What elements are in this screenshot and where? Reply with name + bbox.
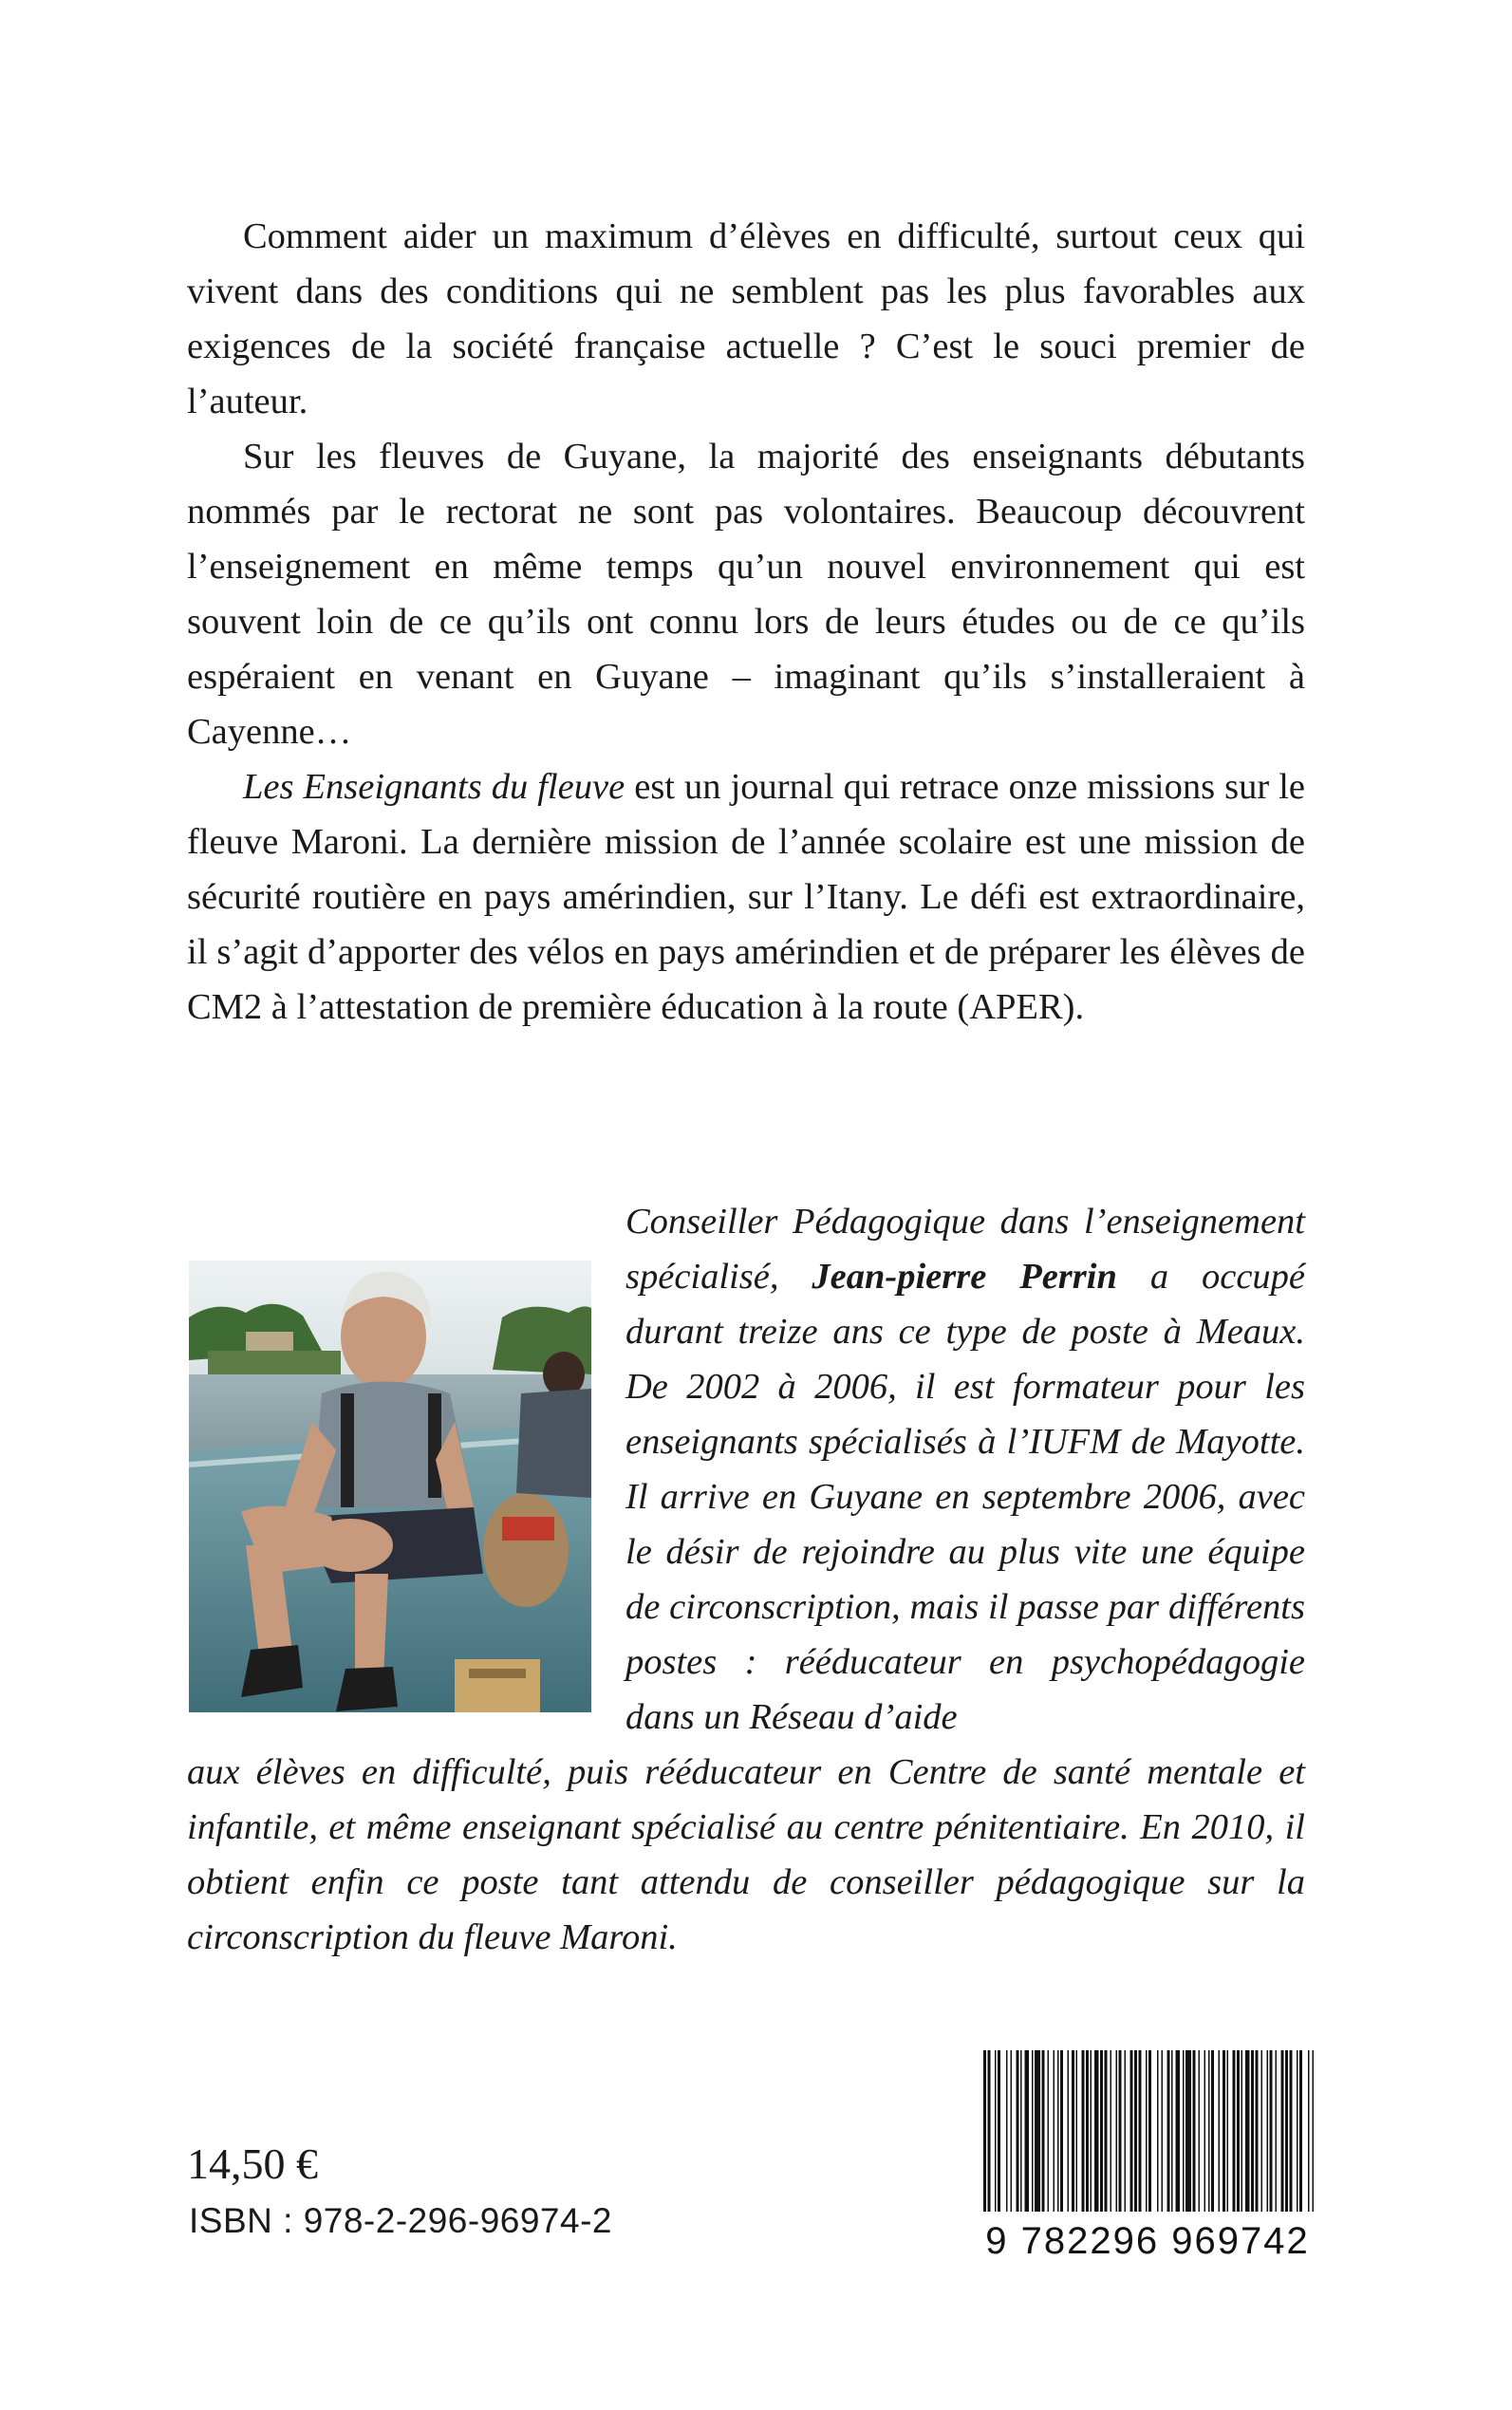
barcode-bar [1119, 2050, 1122, 2212]
barcode-bar [1072, 2050, 1074, 2212]
barcode-bar [1227, 2050, 1229, 2212]
barcode-bar [1006, 2050, 1008, 2212]
summary-paragraph-3 [187, 759, 1305, 1035]
barcode-bar [1313, 2050, 1315, 2212]
barcode-bar [1134, 2050, 1137, 2212]
barcode-bars [983, 2050, 1314, 2212]
barcode-bar [1185, 2050, 1191, 2212]
barcode-bar [1100, 2050, 1103, 2212]
barcode-bar [1094, 2050, 1099, 2212]
author-bio-part-2: aux élèves en difficulté, puis rééducateur en Centre de santé mentale et infantile, et même enseignant spécialisé au centre pénitentiaire. En 2010, il obtient enfin ce poste tant attendu de conseiller pédagogique sur la circonscription du fleuve Maroni. [187, 1752, 1305, 1957]
barcode-bar [1199, 2050, 1201, 2212]
barcode-bar [1020, 2050, 1022, 2212]
barcode-bar [988, 2050, 991, 2212]
barcode-bar [1011, 2050, 1013, 2212]
barcode-bar [1223, 2050, 1225, 2212]
barcode-bar [1299, 2050, 1302, 2212]
barcode-bar [1171, 2050, 1173, 2212]
barcode-bar [1068, 2050, 1070, 2212]
barcode-bar [1211, 2050, 1214, 2212]
author-bio-intro: Conseiller Pédagogique dans l’enseignement spécialisé, [625, 1202, 1305, 1297]
book-summary [187, 209, 1305, 1035]
author-name: Jean-pierre Perrin [812, 1257, 1117, 1297]
barcode-bar [1233, 2050, 1236, 2212]
barcode-bar [1261, 2050, 1263, 2212]
barcode-bar [1183, 2050, 1185, 2212]
barcode-bar [1086, 2050, 1089, 2212]
barcode-bar [1082, 2050, 1085, 2212]
barcode-bar [1281, 2050, 1284, 2212]
barcode-bar [1116, 2050, 1118, 2212]
barcode-bar [1091, 2050, 1092, 2212]
barcode-bar [998, 2050, 1000, 2212]
barcode-bar [1270, 2050, 1273, 2212]
isbn-barcode [980, 2050, 1316, 2261]
barcode-bar [1204, 2050, 1206, 2212]
barcode-bar [995, 2050, 997, 2212]
book-title: Les Enseignants du fleuve [243, 767, 625, 807]
barcode-bar [1241, 2050, 1243, 2212]
barcode-bar [1111, 2050, 1112, 2212]
barcode-bar [1162, 2050, 1164, 2212]
barcode-bar [1032, 2050, 1034, 2212]
barcode-bar [1042, 2050, 1045, 2212]
barcode-bar [1025, 2050, 1030, 2212]
barcode-bar [1290, 2050, 1293, 2212]
barcode-bar [1297, 2050, 1298, 2212]
author-photo [189, 1261, 591, 1712]
barcode-bar [1251, 2050, 1254, 2212]
barcode-bar [1076, 2050, 1078, 2212]
barcode-bar [983, 2050, 986, 2212]
barcode-digits: 9 782296 969742 [985, 2220, 1310, 2261]
isbn: ISBN : 978-2-296-96974-2 [189, 2201, 612, 2240]
barcode-bar [1060, 2050, 1063, 2212]
author-bio-top [625, 1194, 1305, 1745]
barcode-bar [1105, 2050, 1108, 2212]
barcode-bar [1057, 2050, 1059, 2212]
author-bio-paragraph-start [625, 1194, 1305, 1745]
barcode-bar [1176, 2050, 1181, 2212]
summary-paragraph-1: Comment aider un maximum d’élèves en difficulté, surtout ceux qui vivent dans des conditions qui ne semblent pas les plus favorables aux exigences de la société française actuelle ? C’est le souci premier de l’auteur. [187, 216, 1305, 421]
summary-paragraph-2: Sur les fleuves de Guyane, la majorité des enseignants débutants nommés par le rectorat ne sont pas volontaires. Beaucoup découvrent l’enseignement en même temps qu’un nouvel environnement qui est souvent loin de ce qu’ils ont connu lors de leurs études ou de ce qu’ils espéraient en venant en Guyane – imaginant qu’ils s’installeraient à Cayenne… [187, 437, 1305, 752]
barcode-bar [1267, 2050, 1269, 2212]
barcode-bar [1157, 2050, 1159, 2212]
barcode-bar [1148, 2050, 1151, 2212]
barcode-bar [1130, 2050, 1133, 2212]
barcode-bar [1308, 2050, 1310, 2212]
summary-paragraph-3-text: est un journal qui retrace onze missions sur le fleuve Maroni. La dernière mission de l’année scolaire est une mission de sécurité routière en pays amérindien, sur l’Itany. Le défi est extraordinaire, il s’agit d’apporter des vélos en pays amérindien et de préparer les élèves de CM2 à l’attestation de première éducation à la route (APER). [187, 767, 1305, 1027]
barcode-bar [1146, 2050, 1148, 2212]
barcode-bar [1276, 2050, 1278, 2212]
barcode-bar [1256, 2050, 1259, 2212]
price: 14,50 € [187, 2139, 318, 2188]
barcode-bar [1054, 2050, 1055, 2212]
barcode-bar [1125, 2050, 1127, 2212]
author-bio-bottom [187, 1745, 1305, 1965]
barcode-bar [1139, 2050, 1142, 2212]
barcode-bar [1193, 2050, 1196, 2212]
barcode-bar [1167, 2050, 1170, 2212]
barcode-bar [1219, 2050, 1221, 2212]
barcode-bar [1208, 2050, 1210, 2212]
author-bio-part-1: a occupé durant treize ans ce type de poste à Meaux. De 2002 à 2006, il est formateur pour les enseignants spécialisés à l’IUFM de Mayotte. Il arrive en Guyane en septembre 2006, avec le désir de rejoindre au plus vite une équipe de circonscription, mais il passe par différents postes : rééducateur en psychopédagogie dans un Réseau d’aide [625, 1257, 1305, 1737]
barcode-bar [1017, 2050, 1019, 2212]
barcode-bar [1035, 2050, 1040, 2212]
barcode-bar [1285, 2050, 1288, 2212]
barcode-bar [1048, 2050, 1050, 2212]
barcode-bar [1245, 2050, 1250, 2212]
barcode-bar [1237, 2050, 1240, 2212]
